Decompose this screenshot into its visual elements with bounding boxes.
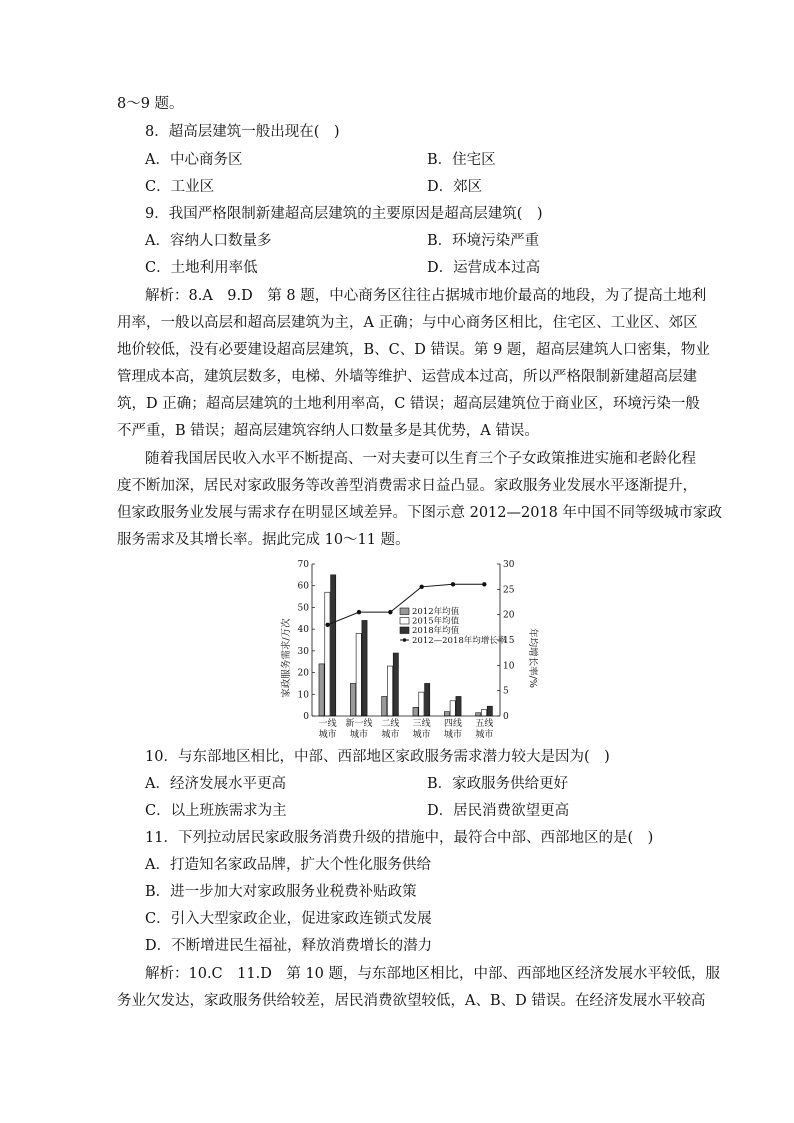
y2-tick-label: 0 [503,712,509,722]
q11-option-a: A．打造知名家政品牌，扩大个性化服务供给 [145,857,431,873]
bar-2012年均值 [382,696,387,716]
bar-2012年均值 [444,712,449,716]
y2-axis-label: 年均增长率/% [527,628,538,688]
analysis-line: 地价较低，没有必要建设超高层建筑，B、C、D 错误。第 9 题，超高层建筑人口密集，物业 [117,342,710,358]
bar-2018年均值 [487,706,492,716]
bar-2012年均值 [319,664,324,716]
y-tick-label: 0 [303,712,309,722]
legend-line-marker [403,638,407,642]
y-tick-label: 10 [297,690,309,701]
bar-2018年均值 [331,575,336,716]
analysis-line: 不严重，B 错误；超高层建筑容纳人口数量多是其优势，A 错误。 [117,423,539,439]
question-8-stem: 8．超高层建筑一般出现在( ) [145,124,340,140]
q8-option-d: D．郊区 [427,179,483,195]
growth-rate-point [388,610,392,614]
intro-line: 随着我国居民收入水平不断提高、一对夫妻可以生育三个子女政策推进实施和老龄化程 [145,451,696,467]
bar-2015年均值 [387,666,392,716]
legend-swatch [400,627,409,634]
bar-2018年均值 [456,696,461,716]
chart-legend [400,606,507,646]
q11-option-b: B．进一步加大对家政服务业税费补贴政策 [145,884,417,900]
y-tick-label: 40 [297,625,309,636]
bar-2015年均值 [450,701,455,716]
x-tick-label: 城市 [318,730,337,740]
growth-rate-point [325,623,329,627]
question-9-stem: 9．我国严格限制新建超高层建筑的主要原因是超高层建筑( ) [145,206,543,222]
x-tick-label: 城市 [475,730,494,740]
q8-option-b: B．住宅区 [427,152,496,168]
y-tick-label: 30 [297,646,309,657]
x-tick-label: 五线 [475,719,494,729]
growth-rate-point [419,585,423,589]
y2-tick-label: 25 [503,585,515,596]
q11-option-c: C．引入大型家政企业，促进家政连锁式发展 [145,911,432,927]
analysis-line: 用率，一般以高层和超高层建筑为主，A 正确；与中心商务区相比，住宅区、工业区、郊区 [117,315,698,331]
y2-tick-label: 10 [503,661,515,672]
q10-option-a: A．经济发展水平更高 [145,776,286,792]
y2-tick-label: 15 [503,636,515,646]
legend-label: 2015年均值 [412,616,460,627]
continuation-text: 8～9 题。 [117,96,184,112]
y2-tick-label: 20 [503,610,515,621]
bar-2018年均值 [362,620,367,716]
bar-2015年均值 [419,692,424,716]
legend-label: 2012年均值 [412,607,460,617]
y-axis-label: 家政服务需求/万次 [281,618,292,698]
x-tick-label: 新一线 [345,719,373,729]
x-tick-label: 城市 [349,730,369,740]
analysis-line: 务业欠发达，家政服务供给较差，居民消费欲望较低，A、B、D 错误。在经济发展水平较高 [117,993,706,1009]
analysis-line: 解析：10.C 11.D 第 10 题，与东部地区相比，中部、西部地区经济发展水平较低，服 [145,966,721,982]
y2-tick-label: 5 [503,686,509,697]
bar-2012年均值 [413,707,418,716]
growth-rate-point [482,582,486,586]
q11-option-d: D．不断增进民生福祉，释放消费增长的潜力 [145,938,433,954]
bar-2012年均值 [350,683,355,716]
q10-option-c: C．以上班族需求为主 [145,803,287,819]
x-tick-label: 三线 [412,719,431,729]
growth-rate-point [357,610,361,614]
bar-2015年均值 [325,592,330,716]
q8-option-a: A．中心商务区 [145,152,243,168]
legend-label: 2012—2018年均增长率 [412,636,507,646]
question-10-stem: 10．与东部地区相比，中部、西部地区家政服务需求潜力较大是因为( ) [145,749,610,765]
x-tick-label: 城市 [412,730,431,740]
analysis-line: 管理成本高，建筑层数多，电梯、外墙等维护、运营成本过高，所以严格限制新建超高层建 [117,369,697,385]
analysis-line: 筑，D 正确；超高层建筑的土地利用率高，C 错误；超高层建筑位于商业区，环境污染一般 [117,396,700,412]
q9-option-c: C．土地利用率低 [145,260,258,276]
intro-line: 度不断加深，居民对家政服务等改善型消费需求日益凸显。家政服务业发展水平逐渐提升， [117,478,697,494]
legend-label: 2018年均值 [412,626,460,636]
question-11-stem: 11．下列拉动居民家政服务消费升级的措施中，最符合中部、西部地区的是( ) [145,830,654,846]
x-tick-label: 四线 [443,719,463,729]
q9-option-b: B．环境污染严重 [427,233,540,249]
bar-2018年均值 [393,653,398,716]
growth-rate-point [451,582,455,586]
bar-2015年均值 [481,709,486,716]
y-tick-label: 70 [297,560,309,570]
analysis-line: 解析：8.A 9.D 第 8 题，中心商务区往往占据城市地价最高的地段，为了提高土地利 [145,288,707,304]
intro-line: 但家政服务业发展与需求存在明显区域差异。下图示意 2012—2018 年中国不同等级城市家政 [117,505,723,521]
intro-line: 服务需求及其增长率。据此完成 10～11 题。 [117,532,410,548]
q8-option-c: C．工业区 [145,179,215,195]
household-service-chart [280,556,538,742]
legend-swatch [400,618,409,625]
q10-option-d: D．居民消费欲望更高 [427,803,570,819]
y-tick-label: 50 [297,603,309,614]
legend-swatch [400,608,409,615]
x-tick-label: 二线 [381,719,400,729]
bar-2015年均值 [356,633,361,716]
bar-2012年均值 [476,713,481,716]
y-tick-label: 60 [297,581,309,592]
q9-option-d: D．运营成本过高 [427,260,541,276]
x-tick-label: 一线 [318,719,337,729]
y-tick-label: 20 [297,668,309,679]
x-tick-label: 城市 [443,730,463,740]
q9-option-a: A．容纳人口数量多 [145,233,272,249]
q10-option-b: B．家政服务供给更好 [427,776,569,792]
y2-tick-label: 30 [503,560,515,570]
bar-2018年均值 [425,683,430,716]
x-tick-label: 城市 [381,730,400,740]
